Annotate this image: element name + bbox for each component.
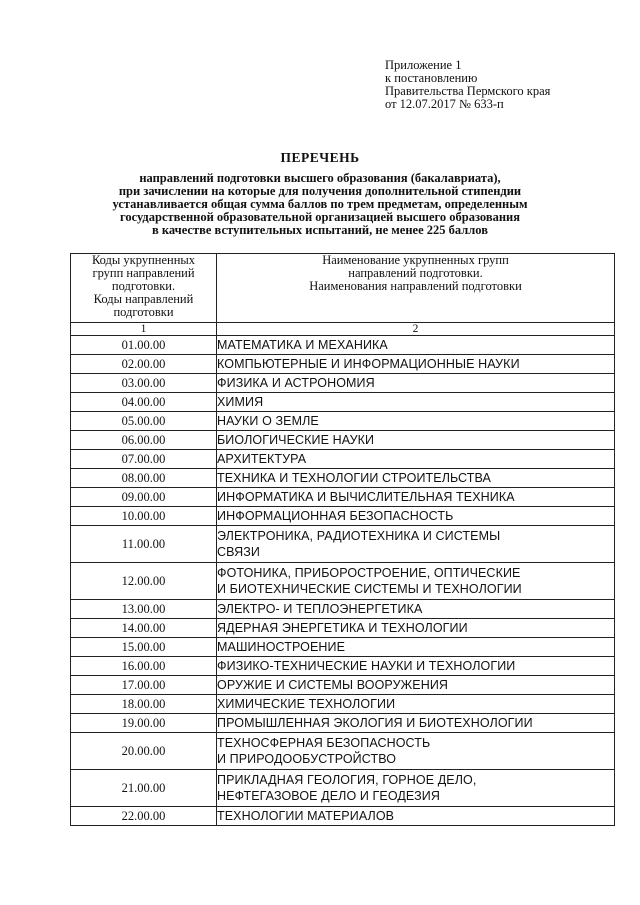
direction-name-line: ИНФОРМАЦИОННАЯ БЕЗОПАСНОСТЬ <box>217 509 454 523</box>
annex-line: к постановлению <box>385 71 478 85</box>
direction-name <box>217 714 615 733</box>
direction-code: 04.00.00 <box>71 393 217 412</box>
table-row <box>71 431 615 450</box>
table-row <box>71 695 615 714</box>
direction-name <box>217 393 615 412</box>
direction-code: 14.00.00 <box>71 619 217 638</box>
direction-name-line: ХИМИЧЕСКИЕ ТЕХНОЛОГИИ <box>217 697 396 711</box>
direction-name <box>217 412 615 431</box>
subtitle-line: направлений подготовки высшего образования (бакалавриата), <box>139 171 501 185</box>
direction-code: 11.00.00 <box>71 526 217 563</box>
table-row <box>71 619 615 638</box>
direction-name <box>217 695 615 714</box>
direction-code: 08.00.00 <box>71 469 217 488</box>
direction-name-line: ТЕХНОСФЕРНАЯ БЕЗОПАСНОСТЬ <box>217 736 431 750</box>
direction-name <box>217 431 615 450</box>
table-row <box>71 657 615 676</box>
direction-code: 16.00.00 <box>71 657 217 676</box>
header-code-line: Коды укрупненных <box>91 253 196 267</box>
direction-code: 07.00.00 <box>71 450 217 469</box>
document-subtitle <box>70 172 570 237</box>
direction-name <box>217 507 615 526</box>
direction-name-line: ХИМИЯ <box>217 395 264 409</box>
direction-code: 20.00.00 <box>71 733 217 770</box>
subtitle-line: устанавливается общая сумма баллов по трем предметам, определенным <box>112 197 528 211</box>
table-row <box>71 733 615 770</box>
direction-name-line: КОМПЬЮТЕРНЫЕ И ИНФОРМАЦИОННЫЕ НАУКИ <box>217 357 520 371</box>
header-code-line: подготовки. <box>111 279 176 293</box>
header-code-line: Коды направлений <box>93 292 194 306</box>
direction-name-line: ПРОМЫШЛЕННАЯ ЭКОЛОГИЯ И БИОТЕХНОЛОГИИ <box>217 716 533 730</box>
annex-line: от 12.07.2017 № 633-п <box>385 97 504 111</box>
direction-name-line: ФОТОНИКА, ПРИБОРОСТРОЕНИЕ, ОПТИЧЕСКИЕ <box>217 566 521 580</box>
direction-name-line: ЯДЕРНАЯ ЭНЕРГЕТИКА И ТЕХНОЛОГИИ <box>217 621 468 635</box>
direction-name <box>217 807 615 826</box>
header-code-line: групп направлений <box>92 266 195 280</box>
direction-code: 17.00.00 <box>71 676 217 695</box>
subtitle-line: в качестве вступительных испытаний, не менее 225 баллов <box>152 223 488 237</box>
direction-name-line: ФИЗИКА И АСТРОНОМИЯ <box>217 376 375 390</box>
annex-line: Правительства Пермского края <box>385 84 551 98</box>
table-body <box>71 336 615 826</box>
direction-name <box>217 488 615 507</box>
table-row <box>71 714 615 733</box>
direction-name <box>217 657 615 676</box>
direction-name-line: НЕФТЕГАЗОВОЕ ДЕЛО И ГЕОДЕЗИЯ <box>217 789 440 803</box>
direction-name <box>217 336 615 355</box>
table-row <box>71 600 615 619</box>
header-code-line: подготовки <box>113 305 174 319</box>
table-row <box>71 676 615 695</box>
direction-code: 09.00.00 <box>71 488 217 507</box>
table-row <box>71 507 615 526</box>
direction-name <box>217 450 615 469</box>
table-row <box>71 355 615 374</box>
table-row <box>71 563 615 600</box>
direction-name <box>217 619 615 638</box>
header-name-line: направлений подготовки. <box>348 266 483 280</box>
table-row <box>71 807 615 826</box>
column-number-row <box>71 323 615 336</box>
direction-name-line: ТЕХНОЛОГИИ МАТЕРИАЛОВ <box>217 809 395 823</box>
header-name-line: Наименование укрупненных групп <box>322 253 509 267</box>
direction-code: 12.00.00 <box>71 563 217 600</box>
direction-name <box>217 638 615 657</box>
column-number-1: 1 <box>71 323 217 336</box>
table-row <box>71 336 615 355</box>
direction-name-line: БИОЛОГИЧЕСКИЕ НАУКИ <box>217 433 375 447</box>
annex-line: Приложение 1 <box>385 58 462 72</box>
document-title: ПЕРЕЧЕНЬ <box>280 150 360 165</box>
direction-name-line: ЭЛЕКТРОНИКА, РАДИОТЕХНИКА И СИСТЕМЫ <box>217 529 501 543</box>
direction-name-line: ИНФОРМАТИКА И ВЫЧИСЛИТЕЛЬНАЯ ТЕХНИКА <box>217 490 515 504</box>
direction-code: 06.00.00 <box>71 431 217 450</box>
header-name-line: Наименования направлений подготовки <box>309 279 522 293</box>
column-number-2: 2 <box>217 323 615 336</box>
direction-code: 10.00.00 <box>71 507 217 526</box>
direction-name-line: СВЯЗИ <box>217 545 261 559</box>
direction-name-line: ПРИКЛАДНАЯ ГЕОЛОГИЯ, ГОРНОЕ ДЕЛО, <box>217 773 477 787</box>
directions-table <box>70 253 615 826</box>
table-row <box>71 412 615 431</box>
direction-name <box>217 355 615 374</box>
table-row <box>71 450 615 469</box>
direction-name-line: И ПРИРОДООБУСТРОЙСТВО <box>217 752 397 766</box>
direction-code: 22.00.00 <box>71 807 217 826</box>
direction-name-line: НАУКИ О ЗЕМЛЕ <box>217 414 319 428</box>
direction-name-line: И БИОТЕХНИЧЕСКИЕ СИСТЕМЫ И ТЕХНОЛОГИИ <box>217 582 522 596</box>
direction-name <box>217 676 615 695</box>
table-row <box>71 374 615 393</box>
table-row <box>71 526 615 563</box>
direction-code: 13.00.00 <box>71 600 217 619</box>
table-row <box>71 469 615 488</box>
direction-name <box>217 733 615 770</box>
table-row <box>71 770 615 807</box>
direction-name-line: ФИЗИКО-ТЕХНИЧЕСКИЕ НАУКИ И ТЕХНОЛОГИИ <box>217 659 516 673</box>
table-row <box>71 638 615 657</box>
direction-code: 01.00.00 <box>71 336 217 355</box>
direction-name-line: МАТЕМАТИКА И МЕХАНИКА <box>217 338 388 352</box>
direction-code: 18.00.00 <box>71 695 217 714</box>
direction-name-line: МАШИНОСТРОЕНИЕ <box>217 640 346 654</box>
direction-code: 03.00.00 <box>71 374 217 393</box>
table-row <box>71 488 615 507</box>
direction-name <box>217 770 615 807</box>
subtitle-line: при зачислении на которые для получения дополнительной стипендии <box>118 184 522 198</box>
header-name-cell <box>217 254 615 323</box>
direction-name <box>217 374 615 393</box>
direction-code: 15.00.00 <box>71 638 217 657</box>
direction-name <box>217 469 615 488</box>
direction-code: 19.00.00 <box>71 714 217 733</box>
direction-name <box>217 600 615 619</box>
direction-code: 05.00.00 <box>71 412 217 431</box>
direction-name-line: ОРУЖИЕ И СИСТЕМЫ ВООРУЖЕНИЯ <box>217 678 449 692</box>
direction-name <box>217 563 615 600</box>
direction-name-line: ТЕХНИКА И ТЕХНОЛОГИИ СТРОИТЕЛЬСТВА <box>217 471 491 485</box>
direction-code: 21.00.00 <box>71 770 217 807</box>
annex-block <box>385 59 615 111</box>
table-row <box>71 393 615 412</box>
subtitle-line: государственной образовательной организацией высшего образования <box>119 210 521 224</box>
direction-name <box>217 526 615 563</box>
header-code-cell <box>71 254 217 323</box>
direction-name-line: АРХИТЕКТУРА <box>217 452 307 466</box>
direction-code: 02.00.00 <box>71 355 217 374</box>
direction-name-line: ЭЛЕКТРО- И ТЕПЛОЭНЕРГЕТИКА <box>217 602 423 616</box>
table-header-row <box>71 254 615 323</box>
